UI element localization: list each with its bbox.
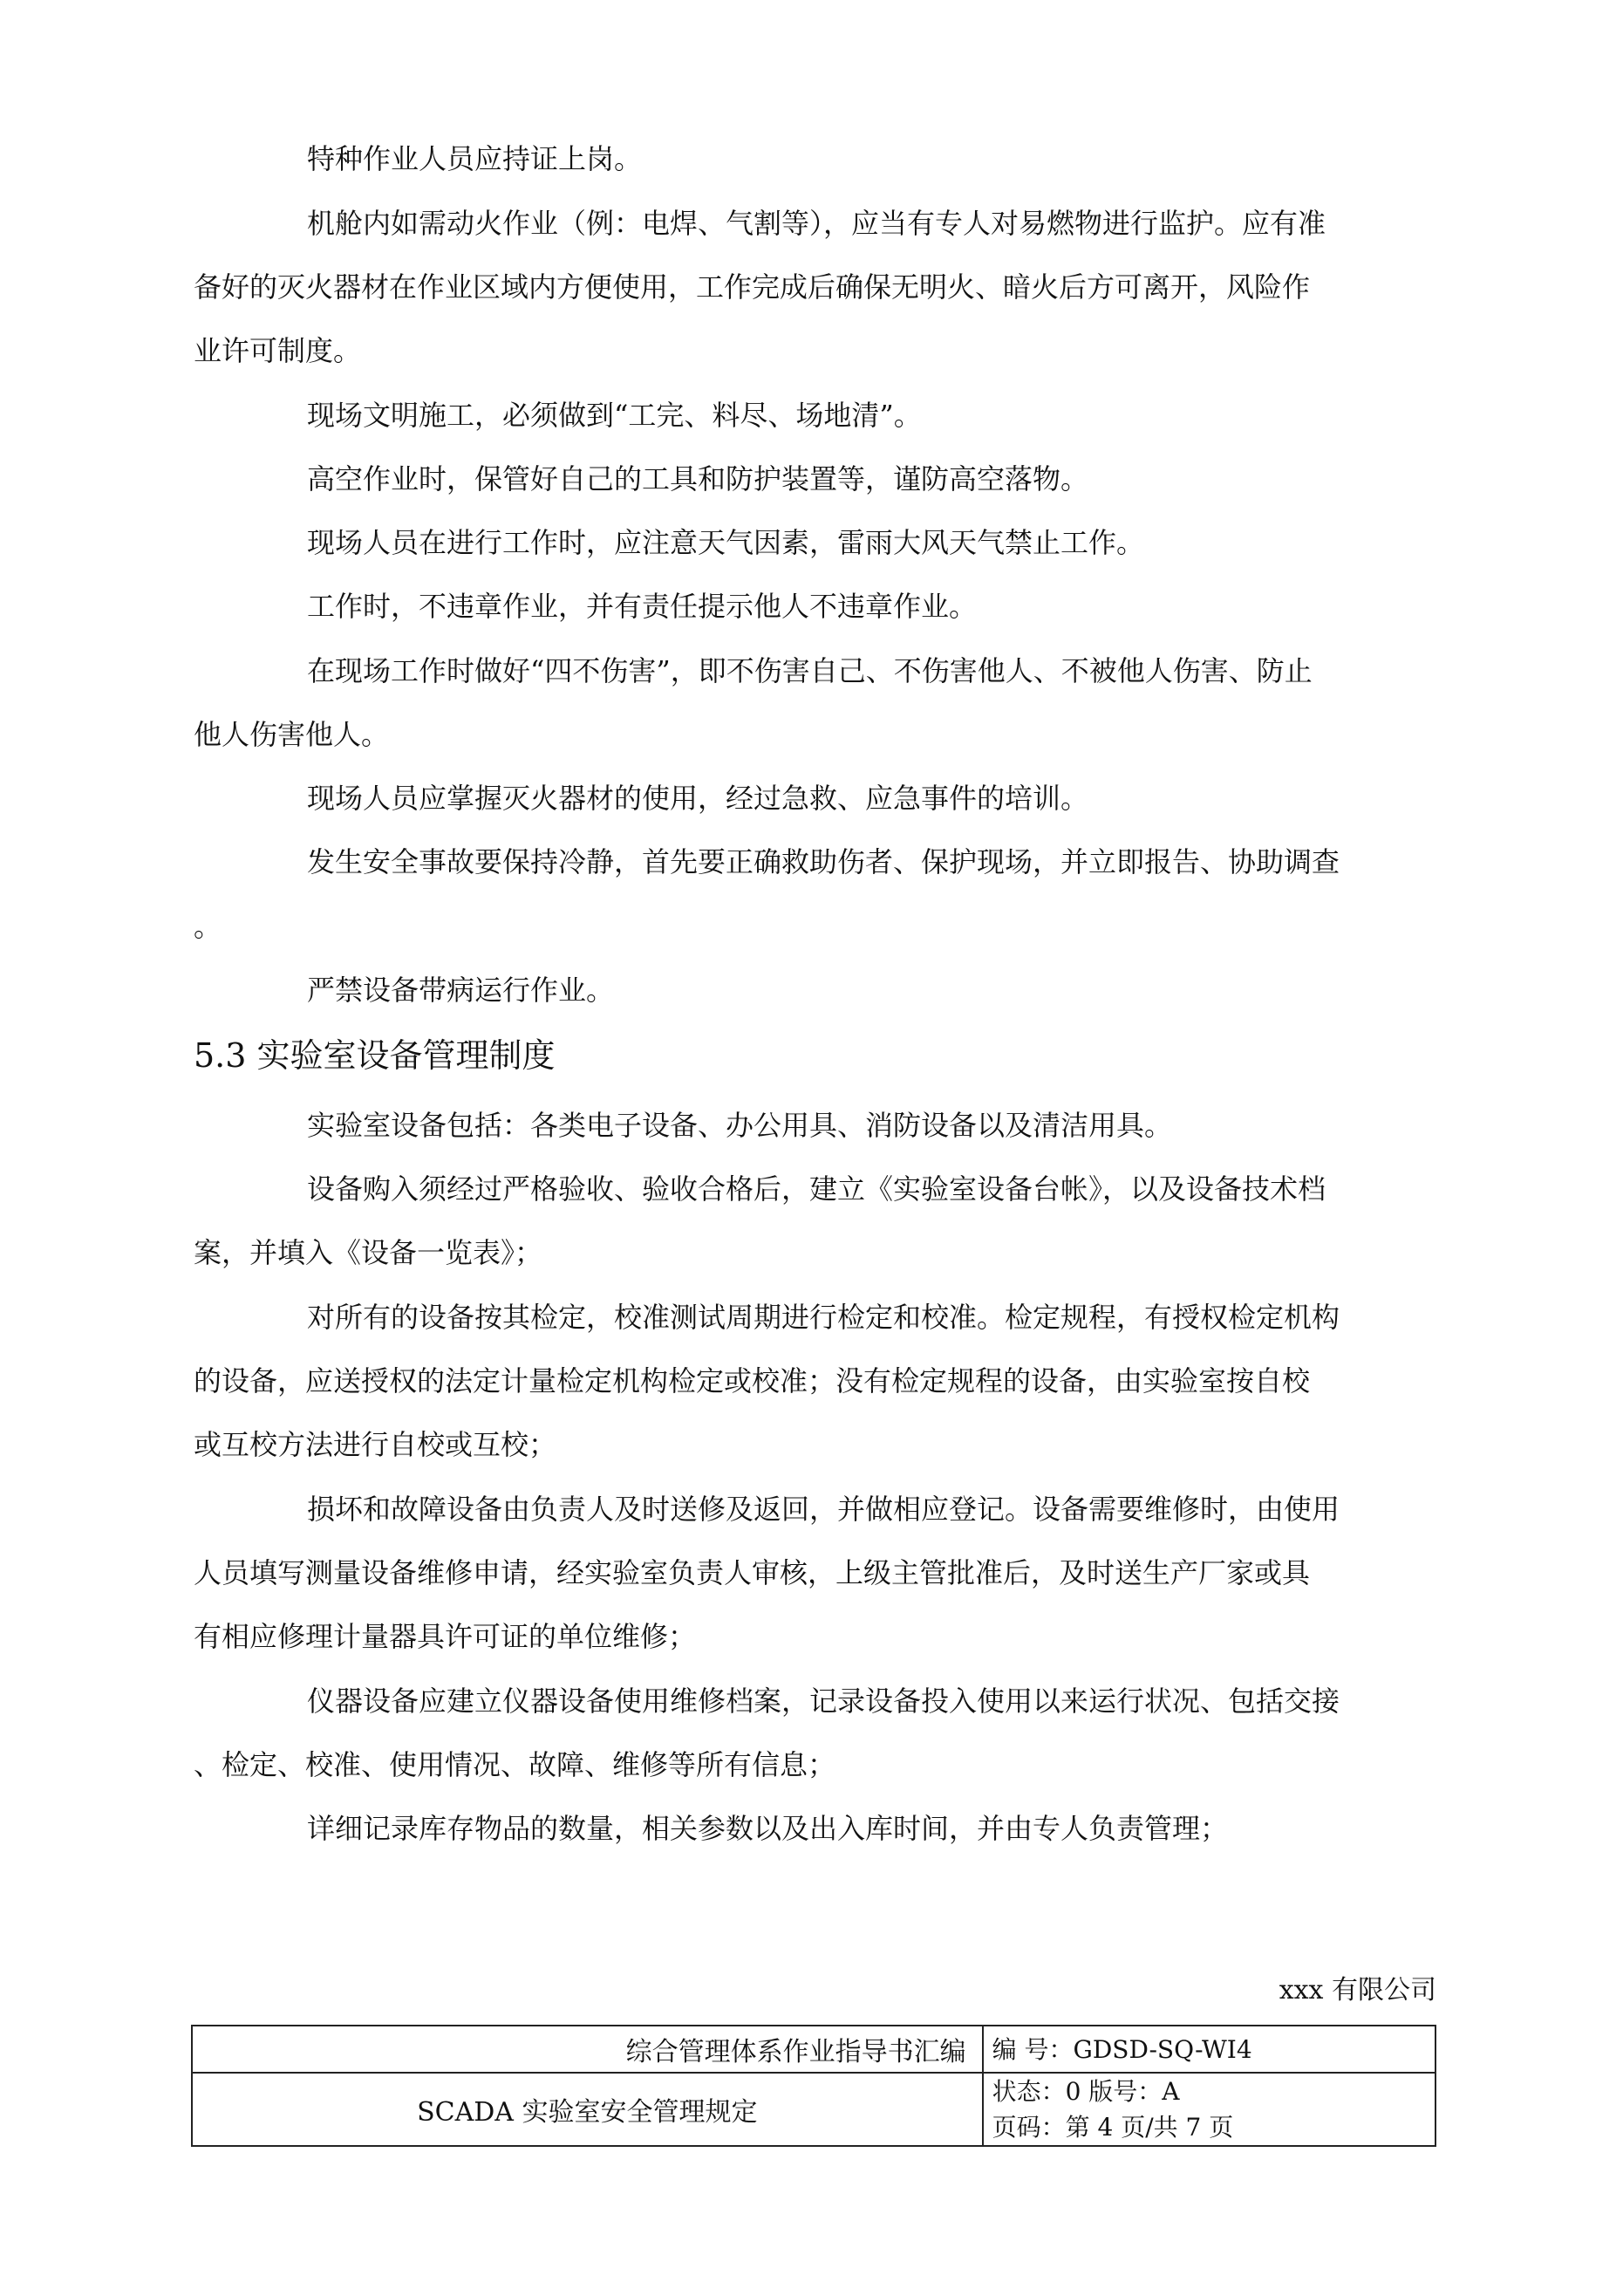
paragraph: 工作时，不违章作业，并有责任提示他人不违章作业。: [307, 590, 978, 623]
document-title: SCADA 实验室安全管理规定: [192, 2073, 983, 2146]
paragraph: 机舱内如需动火作业（例：电焊、气割等），应当有专人对易燃物进行监护。应有准: [307, 207, 1326, 240]
paragraph: 对所有的设备按其检定，校准测试周期进行检定和校准。检定规程，有授权检定机构: [307, 1301, 1340, 1334]
paragraph-continuation: 或互校方法进行自校或互校；: [194, 1428, 557, 1461]
paragraph: 实验室设备包括：各类电子设备、办公用具、消防设备以及清洁用具。: [307, 1109, 1173, 1142]
paragraph: 在现场工作时做好“四不伤害”，即不伤害自己、不伤害他人、不被他人伤害、防止: [307, 654, 1313, 687]
document-series: 综合管理体系作业指导书汇编: [192, 2026, 983, 2073]
paragraph: 详细记录库存物品的数量，相关参数以及出入库时间，并由专人负责管理；: [307, 1812, 1229, 1845]
paragraph: 仪器设备应建立仪器设备使用维修档案，记录设备投入使用以来运行状况、包括交接: [307, 1684, 1340, 1718]
section-heading: 5.3 实验室设备管理制度: [194, 1036, 556, 1075]
footer-info-table: [191, 2025, 1436, 2147]
paragraph-continuation: 。: [194, 910, 222, 943]
paragraph-continuation: 有相应修理计量器具许可证的单位维修；: [194, 1620, 697, 1653]
paragraph-continuation: 备好的灭火器材在作业区域内方便使用，工作完成后确保无明火、暗火后方可离开，风险作: [194, 270, 1311, 304]
paragraph-continuation: 、检定、校准、使用情况、故障、维修等所有信息；: [194, 1748, 836, 1781]
paragraph: 发生安全事故要保持冷静，首先要正确救助伤者、保护现场，并立即报告、协助调查: [307, 845, 1340, 878]
paragraph-continuation: 案，并填入《设备一览表》；: [194, 1236, 543, 1269]
paragraph-continuation: 的设备，应送授权的法定计量检定机构检定或校准；没有检定规程的设备，由实验室按自校: [194, 1364, 1311, 1397]
paragraph: 严禁设备带病运行作业。: [307, 974, 615, 1007]
page-number: 页码：第 4 页/共 7 页: [992, 2113, 1234, 2142]
document-status-cell: [983, 2073, 1435, 2146]
document-number: 编 号：GDSD-SQ-WI4: [983, 2026, 1435, 2073]
paragraph-continuation: 他人伤害他人。: [194, 718, 390, 751]
paragraph-continuation: 人员填写测量设备维修申请，经实验室负责人审核，上级主管批准后，及时送生产厂家或具: [194, 1556, 1311, 1589]
paragraph-continuation: 业许可制度。: [194, 334, 362, 367]
company-name: xxx 有限公司: [1279, 1975, 1436, 2006]
paragraph: 现场人员在进行工作时，应注意天气因素，雷雨大风天气禁止工作。: [307, 526, 1145, 559]
paragraph: 现场人员应掌握灭火器材的使用，经过急救、应急事件的培训。: [307, 782, 1089, 815]
document-status: 状态：0 版号：A: [992, 2077, 1180, 2106]
paragraph: 高空作业时，保管好自己的工具和防护装置等，谨防高空落物。: [307, 462, 1089, 495]
paragraph: 现场文明施工，必须做到“工完、料尽、场地清”。: [307, 399, 922, 432]
paragraph: 设备购入须经过严格验收、验收合格后，建立《实验室设备台帐》，以及设备技术档: [307, 1172, 1326, 1206]
paragraph: 损坏和故障设备由负责人及时送修及返回，并做相应登记。设备需要维修时，由使用: [307, 1493, 1340, 1526]
paragraph: 特种作业人员应持证上岗。: [307, 142, 643, 175]
